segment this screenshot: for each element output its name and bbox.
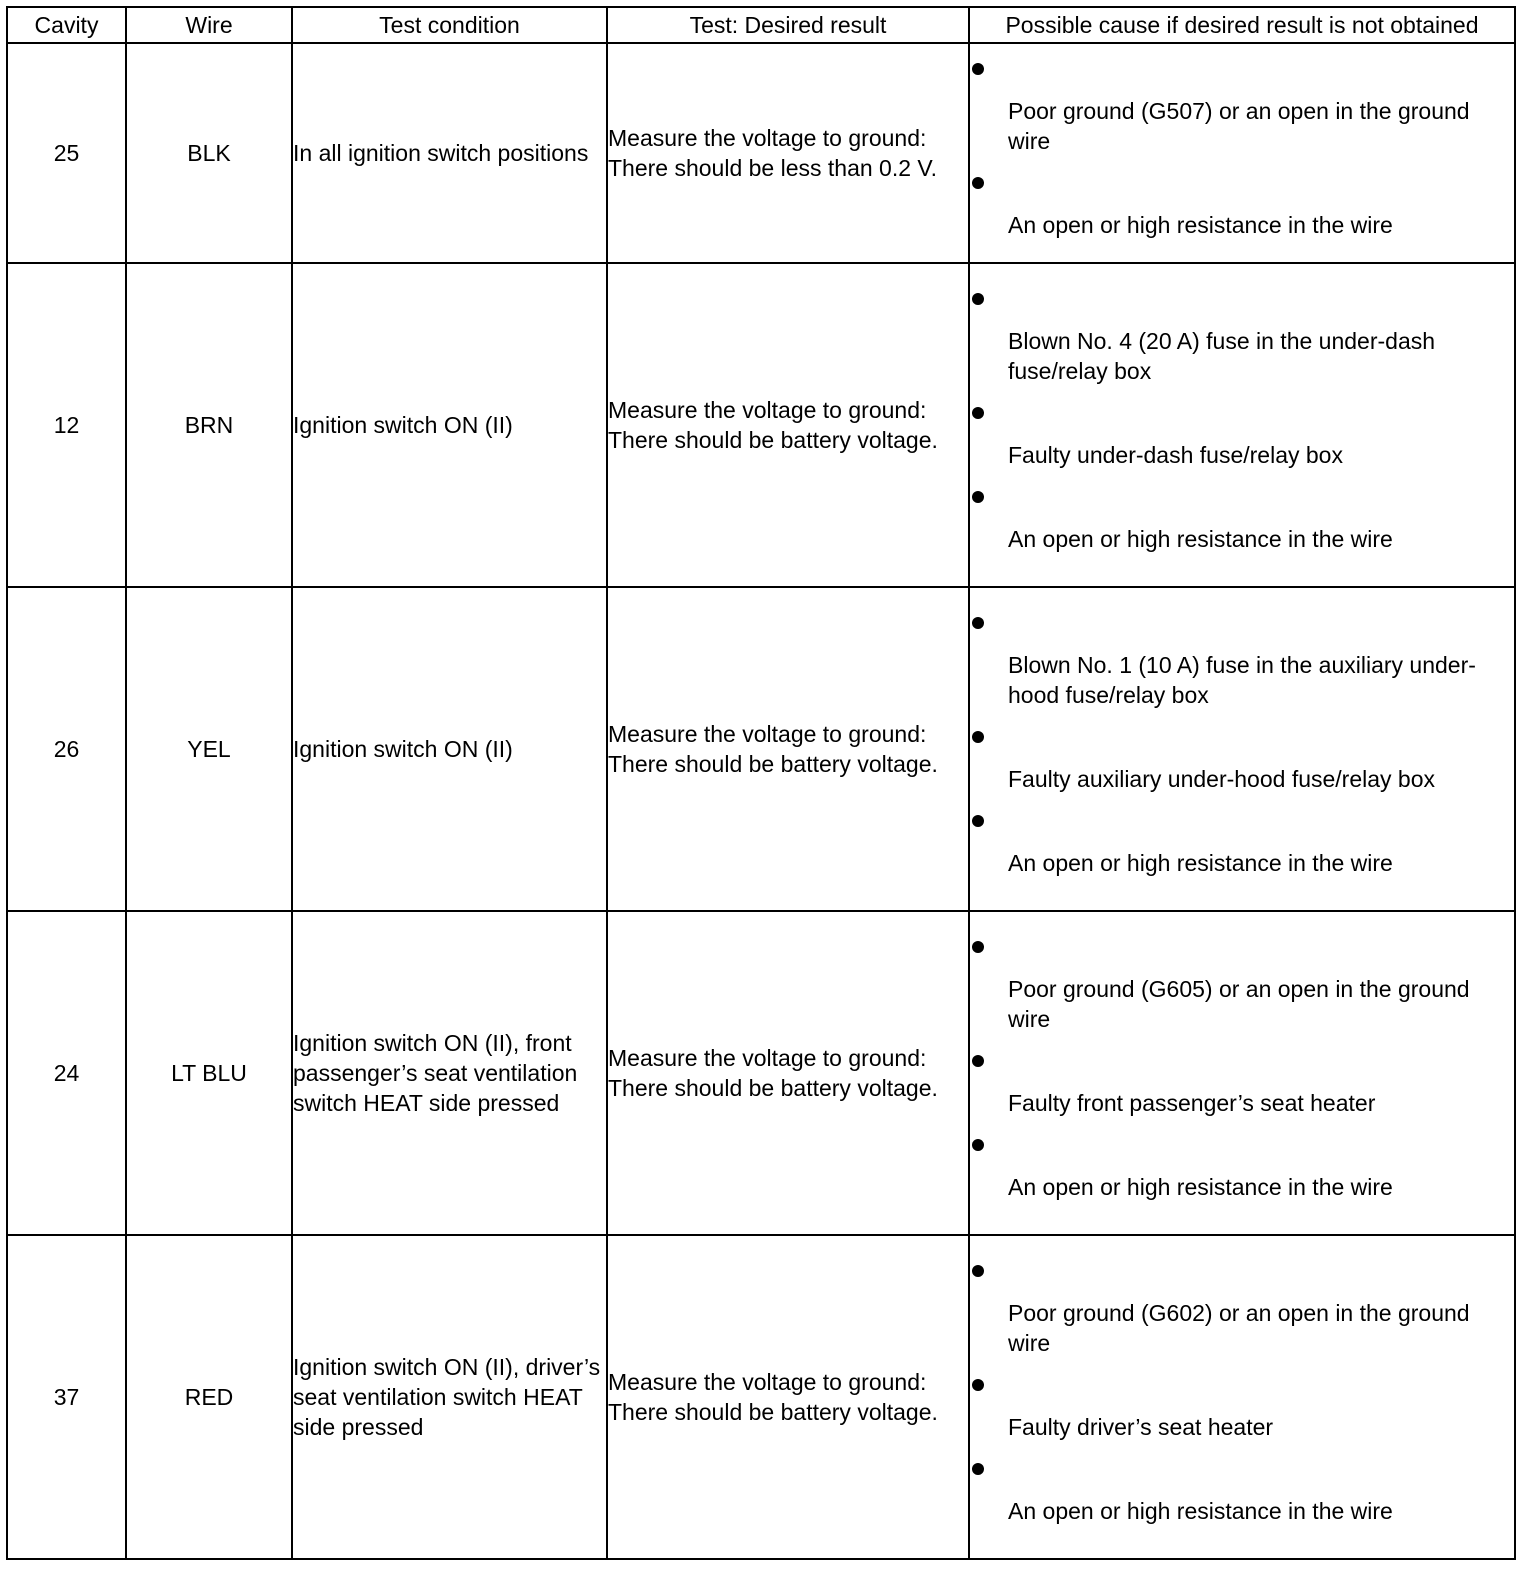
possible-causes-cell xyxy=(969,1235,1515,1559)
bullet-icon xyxy=(970,284,1514,314)
test-condition-cell: In all ignition switch positions xyxy=(292,43,607,263)
possible-causes-cell xyxy=(969,587,1515,911)
bullet-icon xyxy=(970,608,1514,638)
desired-result-cell: Measure the voltage to ground: There should be battery voltage. xyxy=(607,911,969,1235)
cause-text: An open or high resistance in the wire xyxy=(1008,850,1393,876)
bullet-icon xyxy=(970,1370,1514,1400)
cause-item xyxy=(970,482,1514,566)
cavity-cell: 37 xyxy=(7,1235,126,1559)
possible-causes-cell xyxy=(969,263,1515,587)
bullet-dot-icon xyxy=(972,177,984,189)
desired-result-cell: Measure the voltage to ground: There should be battery voltage. xyxy=(607,263,969,587)
bullet-dot-icon xyxy=(972,1463,984,1475)
header-test-condition: Test condition xyxy=(292,7,607,43)
cavity-cell: 26 xyxy=(7,587,126,911)
wire-cell: LT BLU xyxy=(126,911,292,1235)
test-condition-cell: Ignition switch ON (II) xyxy=(292,263,607,587)
wire-cell: YEL xyxy=(126,587,292,911)
desired-result-cell: Measure the voltage to ground: There should be battery voltage. xyxy=(607,1235,969,1559)
test-condition-cell: Ignition switch ON (II), front passenger’s seat ventilation switch HEAT side pressed xyxy=(292,911,607,1235)
cause-item xyxy=(970,1370,1514,1454)
bullet-dot-icon xyxy=(972,407,984,419)
bullet-icon xyxy=(970,398,1514,428)
possible-causes-cell xyxy=(969,911,1515,1235)
cause-text: An open or high resistance in the wire xyxy=(1008,1174,1393,1200)
table-body xyxy=(7,43,1515,1559)
table-row xyxy=(7,587,1515,911)
cause-item xyxy=(970,1454,1514,1538)
bullet-icon xyxy=(970,806,1514,836)
wire-cell: BRN xyxy=(126,263,292,587)
cause-item xyxy=(970,722,1514,806)
bullet-icon xyxy=(970,1046,1514,1076)
cause-text: Faulty driver’s seat heater xyxy=(1008,1414,1274,1440)
bullet-dot-icon xyxy=(972,63,984,75)
bullet-dot-icon xyxy=(972,941,984,953)
bullet-dot-icon xyxy=(972,1139,984,1151)
test-condition-cell: Ignition switch ON (II), driver’s seat ventilation switch HEAT side pressed xyxy=(292,1235,607,1559)
bullet-icon xyxy=(970,1256,1514,1286)
cause-item xyxy=(970,1256,1514,1370)
bullet-dot-icon xyxy=(972,731,984,743)
cause-text: Faulty under-dash fuse/relay box xyxy=(1008,442,1343,468)
cause-text: Faulty front passenger’s seat heater xyxy=(1008,1090,1376,1116)
header-possible-cause: Possible cause if desired result is not obtained xyxy=(969,7,1515,43)
bullet-dot-icon xyxy=(972,491,984,503)
diagnostic-table xyxy=(6,6,1516,1560)
bullet-dot-icon xyxy=(972,815,984,827)
test-condition-cell: Ignition switch ON (II) xyxy=(292,587,607,911)
cause-text: Poor ground (G602) or an open in the ground wire xyxy=(1008,1300,1470,1356)
header-wire: Wire xyxy=(126,7,292,43)
header-desired-result: Test: Desired result xyxy=(607,7,969,43)
bullet-icon xyxy=(970,932,1514,962)
cause-item xyxy=(970,398,1514,482)
bullet-dot-icon xyxy=(972,1055,984,1067)
cause-item xyxy=(970,1046,1514,1130)
table-row xyxy=(7,1235,1515,1559)
cause-item xyxy=(970,806,1514,890)
wire-cell: RED xyxy=(126,1235,292,1559)
table-row xyxy=(7,263,1515,587)
table-row xyxy=(7,43,1515,263)
bullet-dot-icon xyxy=(972,617,984,629)
cause-text: Poor ground (G605) or an open in the ground wire xyxy=(1008,976,1470,1032)
cause-item xyxy=(970,54,1514,168)
cause-item xyxy=(970,932,1514,1046)
cause-text: Blown No. 1 (10 A) fuse in the auxiliary under-hood fuse/relay box xyxy=(1008,652,1476,708)
bullet-icon xyxy=(970,722,1514,752)
desired-result-cell: Measure the voltage to ground: There should be less than 0.2 V. xyxy=(607,43,969,263)
bullet-icon xyxy=(970,54,1514,84)
cause-text: An open or high resistance in the wire xyxy=(1008,526,1393,552)
bullet-icon xyxy=(970,482,1514,512)
cavity-cell: 12 xyxy=(7,263,126,587)
bullet-dot-icon xyxy=(972,293,984,305)
cause-text: Blown No. 4 (20 A) fuse in the under-dash fuse/relay box xyxy=(1008,328,1436,384)
cause-item xyxy=(970,1130,1514,1214)
cause-text: Faulty auxiliary under-hood fuse/relay box xyxy=(1008,766,1436,792)
bullet-dot-icon xyxy=(972,1379,984,1391)
bullet-dot-icon xyxy=(972,1265,984,1277)
desired-result-cell: Measure the voltage to ground: There should be battery voltage. xyxy=(607,587,969,911)
cause-item xyxy=(970,168,1514,252)
diagnostic-table-container xyxy=(6,6,1514,1560)
wire-cell: BLK xyxy=(126,43,292,263)
cause-item xyxy=(970,284,1514,398)
bullet-icon xyxy=(970,1130,1514,1160)
cavity-cell: 24 xyxy=(7,911,126,1235)
cause-item xyxy=(970,608,1514,722)
cause-text: An open or high resistance in the wire xyxy=(1008,212,1393,238)
bullet-icon xyxy=(970,168,1514,198)
possible-causes-cell xyxy=(969,43,1515,263)
bullet-icon xyxy=(970,1454,1514,1484)
cause-text: An open or high resistance in the wire xyxy=(1008,1498,1393,1524)
table-row xyxy=(7,911,1515,1235)
header-cavity: Cavity xyxy=(7,7,126,43)
cavity-cell: 25 xyxy=(7,43,126,263)
header-row xyxy=(7,7,1515,43)
cause-text: Poor ground (G507) or an open in the ground wire xyxy=(1008,98,1470,154)
